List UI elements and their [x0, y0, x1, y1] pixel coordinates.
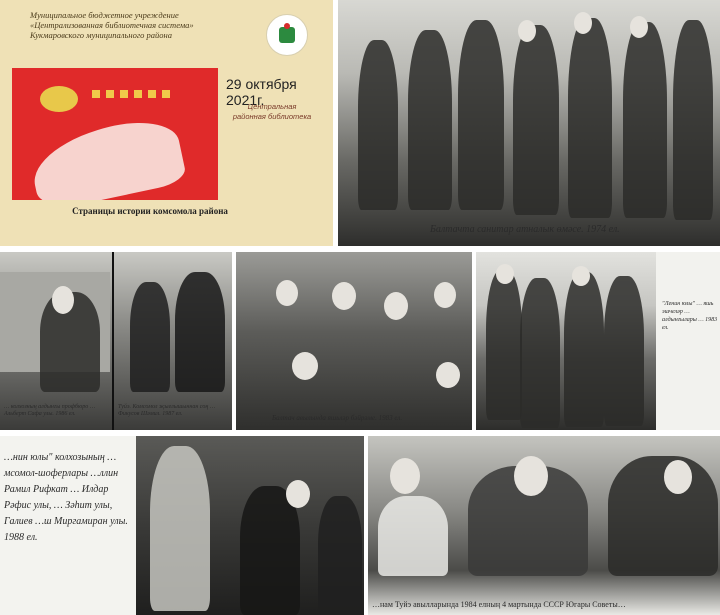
komsomol-banner-image [12, 68, 218, 200]
photo-driver-accordion [0, 252, 232, 430]
poster-title: Страницы истории комсомола района [72, 206, 228, 216]
photo-drivers [0, 436, 364, 615]
runners-illustration [26, 113, 187, 200]
organization-heading: Муниципальное бюджетное учреждение «Централизованная библиотечная система» Кукмаровского муниципального района [30, 10, 194, 40]
poster-tile [0, 0, 333, 246]
medals-row [92, 90, 172, 98]
caption-signing: …нам Туйэ авылларында 1984 елның 4 мартында СССР Югары Советы… [372, 600, 626, 609]
photo-workers [338, 0, 720, 246]
caption-driver: … колхозның алдынгы профбюро … Альберт Сафа улы. 1986 ел. [4, 404, 96, 417]
caption-group-side: "Ленин юлы" … яшь эшчеләр … алдынгылары … 1983 ел. [662, 301, 718, 331]
caption-text-block: …нин юлы" колхозының …мсомол-шоферлары …ллин Рамил Рифкат … Илдар Рәфис улы, … Зәһит улы, Галиев …ш Миргамиран улы. 1988 ел. [4, 452, 128, 543]
photo-group-men [476, 252, 720, 430]
photo-signing [368, 436, 720, 615]
event-date: 29 октября 2021г. [226, 76, 297, 108]
lenin-badge-icon [40, 86, 78, 112]
photo-crowd [236, 252, 472, 430]
library-logo-icon [266, 14, 308, 56]
caption-crowd: Балтач авылында яшьләр бәйрәме. 1983 ел. [272, 414, 403, 422]
caption-accordion: Туйэ. Комсомол җыелышыннан соң … Фикусов Шәмил. 1987 ел. [118, 404, 216, 417]
caption-workers: Балтачта санитар атналык өмәсе. 1974 ел. [430, 224, 620, 235]
library-name: Центральная районная библиотека [232, 102, 312, 121]
